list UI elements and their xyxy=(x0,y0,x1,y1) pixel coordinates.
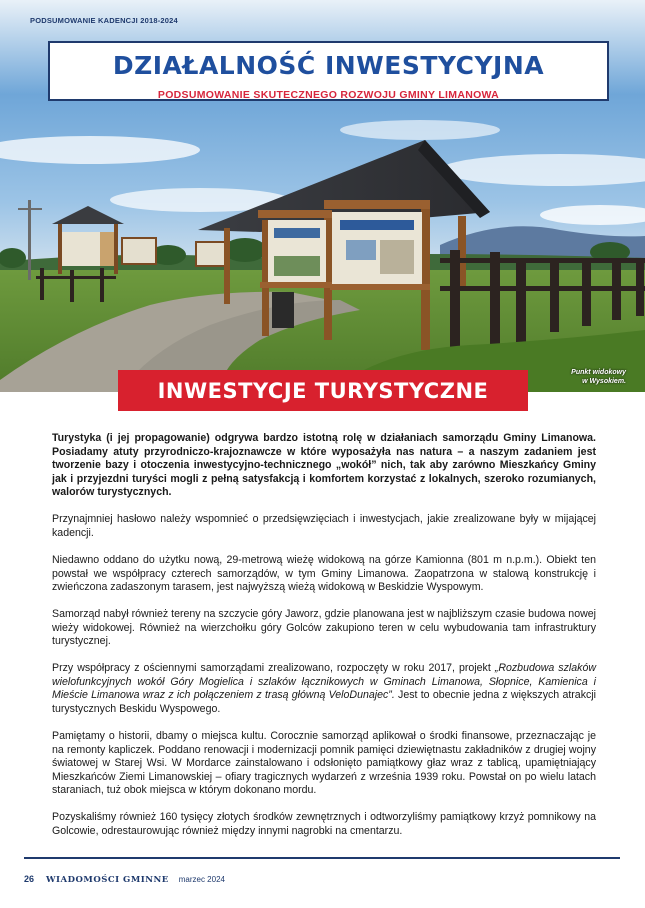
section-heading: INWESTYCJE TURYSTYCZNE xyxy=(157,378,489,403)
article-paragraph: Samorząd nabył również tereny na szczycie góry Jaworz, gdzie planowana jest w najbliższym czasie budowa nowej wieży widokowej. Również na wierzchołku góry Golców zakupiono teren w celu wybudowania tam infrastruktury turystycznej. xyxy=(52,608,596,648)
photo-caption-line2: w Wysokiem. xyxy=(582,378,626,385)
footer-divider xyxy=(24,857,620,859)
section-banner xyxy=(118,370,528,411)
page-title: DZIAŁALNOŚĆ INWESTYCYJNA xyxy=(112,51,545,80)
project-name: „Rozbudowa szlaków wielofunkcyjnych wokół Góry Mogielica i szlaków łącznikowych w Gminach Limanowa, Słopnice, Kamienica i Mieście Limanowa wraz z ich połączeniem z trasą główną VeloDunajec”. xyxy=(52,662,596,702)
article-paragraph: Pamiętamy o historii, dbamy o miejsca kultu. Corocznie samorząd aplikował o środki finansowe, przeznaczając je na remonty kapliczek. Poddano renowacji i modernizacji pomnik pamięci dziewiętnastu zakładników z drugiej wojny światowej w Starej Wsi. W Mordarce zainstalowano i odsłonięto pamiątkowy głaz wraz z tablicą, upamiętniający Mieszkańców Ziemi Limanowskiej – ofiary tragicznych wydarzeń z września 1939 roku. Powstał on po wielu latach staraniach, tuż obok miejsca w którym dokonano mordu. xyxy=(52,730,596,797)
magazine-name: WIADOMOŚCI GMINNE xyxy=(46,875,169,885)
article-lead: Turystyka (i jej propagowanie) odgrywa bardzo istotną rolę w działaniach samorządu Gminy Limanowa. Posiadamy atuty przyrodniczo-krajoznawcze w które wyposażyła nas natura – a naszym zadaniem jest tworzenie bazy i otoczenia inwestycyjno-technicznego „wokół” nich, tak aby zarówno Mieszkańcy Gminy jak i przyjezdni turyści mogli z pełną satysfakcją i komfortem korzystać z lokalnych, szeroko rozumianych, walorów turystycznych. xyxy=(52,432,596,499)
running-head: PODSUMOWANIE KADENCJI 2018-2024 xyxy=(30,16,178,25)
footer xyxy=(24,874,225,885)
article-text: Przy współpracy z ościennymi samorządami zrealizowano, rozpoczęty w roku 2017, projekt xyxy=(52,662,495,675)
title-box xyxy=(48,41,609,101)
page-number: 26 xyxy=(24,874,35,884)
issue-date: marzec 2024 xyxy=(178,875,225,884)
article-paragraph: Pozyskaliśmy również 160 tysięcy złotych środków zewnętrznych i odtworzyliśmy pamiątkowy krzyż pomnikowy na Golcowie, odrestaurowując również między innymi nagrobki na cmentarzu. xyxy=(52,811,596,837)
page-subtitle: PODSUMOWANIE SKUTECZNEGO ROZWOJU GMINY LIMANOWA xyxy=(157,89,500,101)
article-body xyxy=(52,432,596,852)
article-paragraph xyxy=(52,662,596,716)
article-text: Jest to obecnie jedna z większych atrakcji turystycznych Beskidu Wyspowego. xyxy=(52,689,597,716)
photo-caption xyxy=(546,368,626,386)
article-paragraph: Niedawno oddano do użytku nową, 29-metrową wieżę widokową na górze Kamionna (801 m n.p.m.). Obiekt ten powstał we współpracy czterech samorządów, w tym Gminy Limanowa. Zaopatrzona w stalową konstrukcję i zwieńczona zadaszonym tarasem, jest najwyższą wieżą widokową w Beskidzie Wyspowym. xyxy=(52,553,596,594)
photo-caption-line1: Punkt widokowy xyxy=(571,369,626,376)
article-paragraph: Przynajmniej hasłowo należy wspomnieć o przedsięwzięciach i inwestycjach, jakie zrealizowane były w mijającej kadencji. xyxy=(52,513,596,539)
